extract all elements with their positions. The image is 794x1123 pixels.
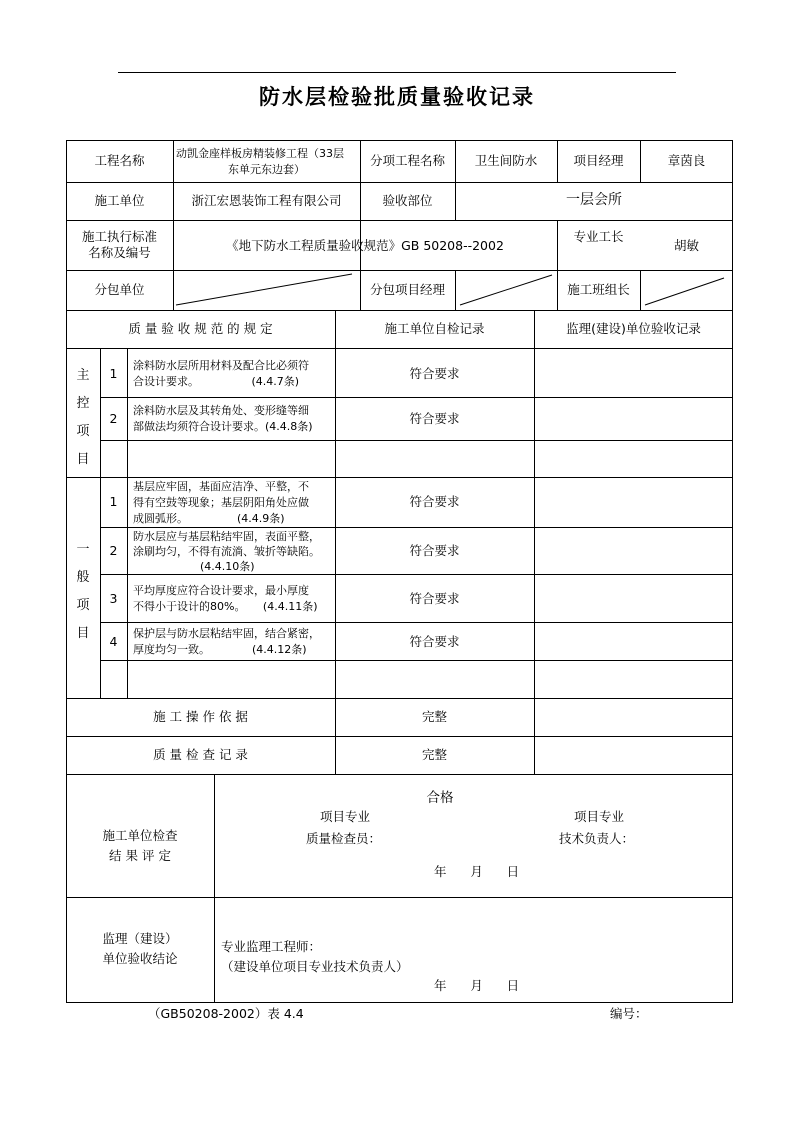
item-result: 符合要求 [409,543,460,558]
inspector-label-2: 质量检查员： [306,831,382,846]
supervision-date: 年 月 日 [434,978,520,993]
main-items-group-label: 目 [76,452,90,467]
page-title: 防水层检验批质量验收记录 [259,84,535,109]
sub-project-value: 卫生间防水 [474,153,538,168]
form-code: （GB50208-2002）表 4.4 [148,1006,304,1021]
project-name-label: 工程名称 [94,153,145,168]
project-name-value-2: 东单元东边套） [228,163,305,176]
sub-project-label: 分项工程名称 [369,153,445,168]
supervision-tech-lead-label: （建设单位项目专业技术负责人） [221,959,409,974]
item-result: 符合要求 [409,494,460,509]
item-result: 符合要求 [409,634,460,649]
sub-pm-label: 分包项目经理 [369,282,445,297]
tech-lead-label-2: 技术负责人： [559,831,635,846]
supervision-column-header: 监理(建设)单位验收记录 [566,321,701,336]
supervision-label: 监理（建设） [102,931,178,946]
part-label: 验收部位 [382,193,433,208]
item-spec-2: 涂刷均匀，不得有流淌、皱折等缺陷。 [133,545,320,558]
item-spec: 涂料防水层所用材料及配合比必须符 [133,359,309,372]
evaluation-label: 施工单位检查 [102,828,178,843]
standard-label: 施工执行标准 [81,229,157,244]
item-number: 2 [109,411,118,426]
form-number-label: 编号： [610,1006,648,1021]
item-number: 3 [109,591,118,606]
supervision-label-2: 单位验收结论 [102,951,178,966]
main-items-group-label: 控 [76,396,90,411]
evaluation-result: 合格 [426,790,454,806]
item-spec-2: 部做法均须符合设计要求。(4.4.8条) [133,420,313,433]
tech-lead-label: 项目专业 [574,809,625,824]
item-spec: 平均厚度应符合设计要求，最小厚度 [133,584,309,597]
evaluation-label-2: 结 果 评 定 [109,848,171,863]
pm-value: 章茵良 [667,153,706,168]
item-spec-2: 得有空鼓等现象；基层阴阳角处应做 [133,496,309,509]
item-spec: 保护层与防水层粘结牢固，结合紧密， [133,627,320,640]
operation-basis-label: 施 工 操 作 依 据 [153,709,248,724]
foreman-value: 胡敏 [673,238,699,253]
general-items-group-label: 一 [76,542,90,557]
foreman-label: 专业工长 [573,229,624,244]
item-number: 4 [109,634,118,649]
item-spec-3: (4.4.10条) [200,560,255,573]
standard-label-2: 名称及编号 [88,245,151,260]
item-result: 符合要求 [409,366,460,381]
item-number: 1 [109,366,118,381]
pm-label: 项目经理 [573,153,624,168]
builder-value: 浙江宏恩装饰工程有限公司 [191,193,342,208]
main-items-group-label: 主 [76,368,90,383]
item-spec-2: 厚度均匀一致。 (4.4.12条) [133,643,307,656]
builder-label: 施工单位 [94,193,145,208]
general-items-group-label: 目 [76,626,90,641]
supervision-engineer-label: 专业监理工程师： [221,939,322,954]
part-value: 一层会所 [566,192,622,208]
item-spec-3: 成圆弧形。 (4.4.9条) [133,512,285,525]
item-result: 符合要求 [409,411,460,426]
project-name-value: 动凯金座样板房精装修工程（33层 [176,147,344,160]
item-number: 1 [109,494,118,509]
standard-value: 《地下防水工程质量验收规范》GB 50208--2002 [226,238,504,253]
item-spec-2: 不得小于设计的80%。 (4.4.11条) [133,600,318,613]
general-items-group-label: 项 [76,598,90,613]
main-items-group-label: 项 [76,424,90,439]
general-items-group-label: 般 [76,570,90,585]
quality-record-value: 完整 [421,747,447,762]
item-spec-2: 合设计要求。 (4.4.7条) [133,375,300,388]
self-check-column-header: 施工单位自检记录 [384,321,485,336]
item-spec: 涂料防水层及其转角处、变形缝等细 [133,404,309,417]
evaluation-date: 年 月 日 [434,864,520,879]
item-spec: 防水层应与基层粘结牢固，表面平整， [133,530,320,543]
quality-record-label: 质 量 检 查 记 录 [153,747,248,762]
item-number: 2 [109,543,118,558]
inspector-label: 项目专业 [320,809,371,824]
operation-basis-value: 完整 [421,709,447,724]
item-spec: 基层应牢固，基面应洁净、平整，不 [133,480,309,493]
item-result: 符合要求 [409,591,460,606]
team-leader-label: 施工班组长 [567,282,630,297]
spec-column-header: 质 量 验 收 规 范 的 规 定 [128,321,273,336]
sub-unit-label: 分包单位 [94,282,145,297]
